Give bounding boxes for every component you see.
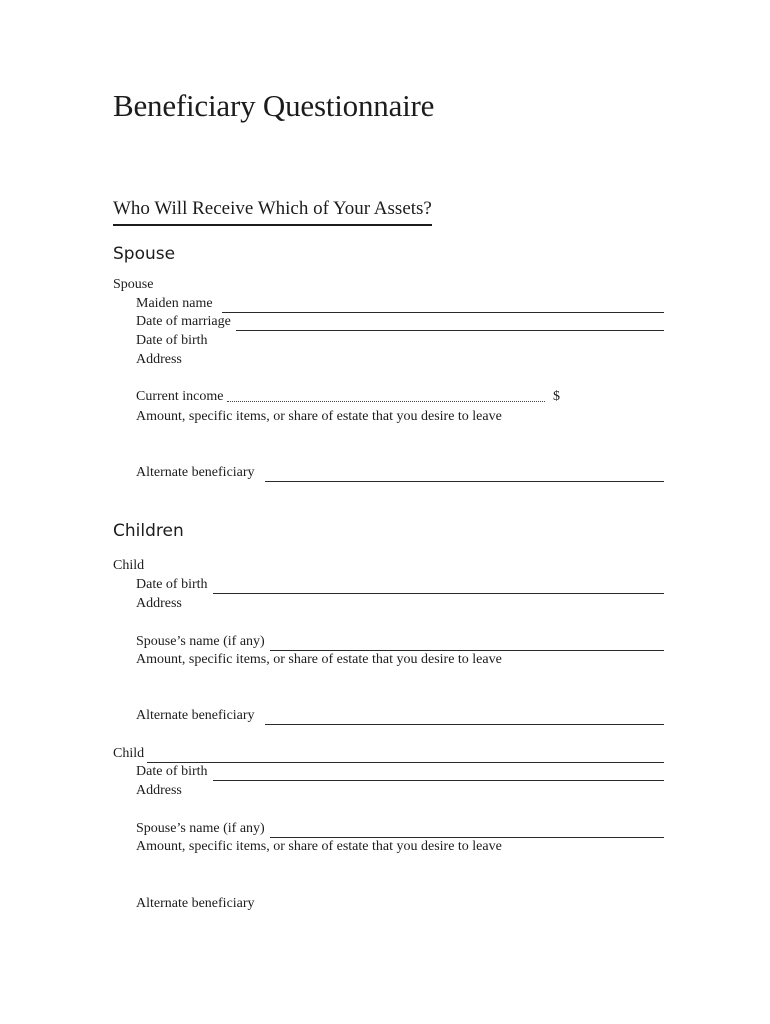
child-2-alternate-row: [136, 895, 255, 913]
child-2-address-row: [136, 782, 182, 800]
child-spouse-name-field[interactable]: [270, 824, 664, 838]
child-alternate-label: Alternate beneficiary: [136, 896, 255, 911]
child-dob-label: Date of birth: [136, 764, 208, 779]
child-2-spouse-row: [136, 820, 664, 838]
child-1-dob-row: [136, 576, 664, 594]
child-1-amount-row: [136, 651, 502, 669]
spouse-label-row: [113, 276, 153, 294]
child-alternate-field[interactable]: [265, 711, 664, 725]
date-of-marriage-field[interactable]: [236, 317, 664, 331]
maiden-name-row: [136, 295, 664, 313]
child-address-label: Address: [136, 596, 182, 611]
spouse-amount-row: [136, 408, 502, 426]
child-1-address-row: [136, 595, 182, 613]
child-1-spouse-row: [136, 633, 664, 651]
spouse-address-row: [136, 351, 182, 369]
child-2-amount-row: [136, 838, 502, 856]
spouse-dob-label: Date of birth: [136, 333, 208, 348]
spouse-alternate-field[interactable]: [265, 468, 664, 482]
current-income-row: [136, 388, 560, 406]
child-dob-field[interactable]: [213, 767, 664, 781]
spouse-alternate-row: [136, 464, 664, 482]
child-1-label-row: [113, 557, 144, 575]
child-label: Child: [113, 746, 145, 761]
spouse-dob-row: [136, 332, 208, 350]
maiden-name-field[interactable]: [222, 299, 664, 313]
spouse-label: Spouse: [113, 277, 154, 292]
child-address-label: Address: [136, 783, 182, 798]
child-dob-field[interactable]: [213, 580, 664, 594]
child-alternate-label: Alternate beneficiary: [136, 708, 255, 723]
child-amount-label: Amount, specific items, or share of estate that you desire to leave: [136, 839, 502, 854]
page-title: Beneficiary Questionnaire: [113, 88, 435, 123]
children-heading: Children: [113, 521, 184, 541]
section-title: Who Will Receive Which of Your Assets?: [113, 198, 432, 226]
currency-symbol: $: [553, 389, 560, 404]
child-label: Child: [113, 558, 145, 573]
child-2-label-row: [113, 745, 664, 763]
date-of-marriage-label: Date of marriage: [136, 314, 231, 329]
spouse-amount-label: Amount, specific items, or share of estate that you desire to leave: [136, 409, 502, 424]
child-spouse-name-field[interactable]: [270, 637, 664, 651]
spouse-address-label: Address: [136, 352, 182, 367]
child-spouse-name-label: Spouse’s name (if any): [136, 821, 265, 836]
child-name-field[interactable]: [147, 749, 664, 763]
current-income-label: Current income: [136, 389, 224, 404]
spouse-alternate-label: Alternate beneficiary: [136, 465, 255, 480]
child-spouse-name-label: Spouse’s name (if any): [136, 634, 265, 649]
child-1-alternate-row: [136, 707, 664, 725]
child-amount-label: Amount, specific items, or share of estate that you desire to leave: [136, 652, 502, 667]
date-of-marriage-row: [136, 313, 664, 331]
child-2-dob-row: [136, 763, 664, 781]
maiden-name-label: Maiden name: [136, 296, 213, 311]
child-dob-label: Date of birth: [136, 577, 208, 592]
current-income-leader: [227, 391, 545, 402]
spouse-heading: Spouse: [113, 244, 176, 264]
